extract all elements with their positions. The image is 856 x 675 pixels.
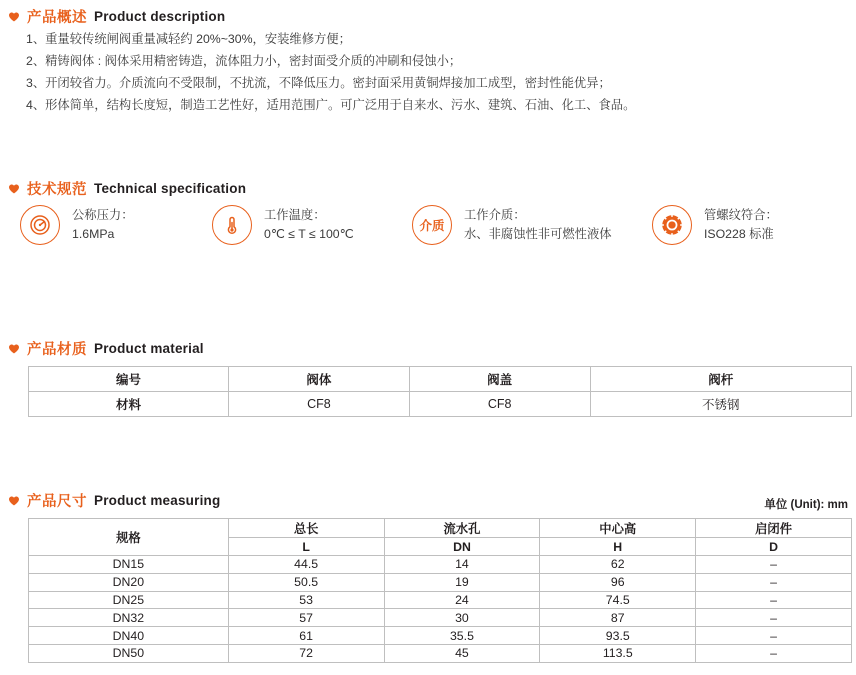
column-header-bore: 流水孔 xyxy=(384,519,540,538)
cell-spec: DN25 xyxy=(29,591,229,609)
unit-label: 单位 (Unit): mm xyxy=(764,499,848,511)
heart-bullet-icon xyxy=(8,495,20,507)
section-title-en: Technical specification xyxy=(94,181,247,196)
cell-H: 93.5 xyxy=(540,627,696,645)
cell-spec: DN20 xyxy=(29,573,229,591)
cell-L: 53 xyxy=(228,591,384,609)
pressure-gauge-icon xyxy=(20,205,60,245)
product-measuring-table xyxy=(28,518,852,663)
table-row xyxy=(29,644,852,662)
list-item: 1、重量较传统闸阀重量减轻约 20%~30%，安装维修方便； xyxy=(26,32,351,46)
cell-D: – xyxy=(696,609,852,627)
cell-DN: 24 xyxy=(384,591,540,609)
column-header-length: 总长 xyxy=(228,519,384,538)
section-title-cn: 产品材质 xyxy=(27,342,87,358)
cell: 不锈钢 xyxy=(590,392,851,417)
section-title-en: Product measuring xyxy=(94,493,221,508)
table-row xyxy=(29,392,852,417)
table-row xyxy=(29,556,852,574)
cell-D: – xyxy=(696,556,852,574)
cell-D: – xyxy=(696,627,852,645)
cell-D: – xyxy=(696,573,852,591)
cell-spec: DN40 xyxy=(29,627,229,645)
thermometer-icon xyxy=(212,205,252,245)
cell-D: – xyxy=(696,644,852,662)
spec-line1: 工作温度： xyxy=(264,208,326,222)
list-item: 2、精铸阀体 : 阀体采用精密铸造，流体阻力小，密封面受介质的冲刷和侵蚀小； xyxy=(26,54,462,68)
column-subheader-DN: DN xyxy=(384,538,540,556)
cell-DN: 19 xyxy=(384,573,540,591)
cell-spec: DN32 xyxy=(29,609,229,627)
table-row xyxy=(29,627,852,645)
spec-line2: 1.6MPa xyxy=(72,227,115,241)
spec-text xyxy=(72,206,134,244)
cell-H: 96 xyxy=(540,573,696,591)
spec-item-medium xyxy=(412,205,652,245)
spec-text xyxy=(464,206,612,244)
cell-spec: DN15 xyxy=(29,556,229,574)
spec-line1: 工作介质： xyxy=(464,208,526,222)
cell-H: 87 xyxy=(540,609,696,627)
cell-DN: 35.5 xyxy=(384,627,540,645)
cell-L: 44.5 xyxy=(228,556,384,574)
table-header-row xyxy=(29,367,852,392)
column-subheader-D: D xyxy=(696,538,852,556)
cell: CF8 xyxy=(409,392,590,417)
cell-spec: DN50 xyxy=(29,644,229,662)
row-label: 材料 xyxy=(29,392,229,417)
spec-text xyxy=(704,206,778,244)
cell-L: 50.5 xyxy=(228,573,384,591)
cell-H: 74.5 xyxy=(540,591,696,609)
section-header-product-description xyxy=(8,6,225,27)
column-header: 阀杆 xyxy=(590,367,851,392)
medium-icon-label: 介质 xyxy=(419,219,445,233)
section-header-product-measuring xyxy=(8,490,220,511)
spec-line2: 水、非腐蚀性非可燃性液体 xyxy=(464,227,612,241)
cell-L: 72 xyxy=(228,644,384,662)
heart-bullet-icon xyxy=(8,11,20,23)
table-row xyxy=(29,609,852,627)
section-title-en: Product description xyxy=(94,9,226,24)
spec-item-temperature xyxy=(212,205,412,245)
cell-L: 61 xyxy=(228,627,384,645)
table-header-row-1 xyxy=(29,519,852,538)
spec-line1: 公称压力： xyxy=(72,208,134,222)
column-header: 阀体 xyxy=(229,367,410,392)
section-title-cn: 产品尺寸 xyxy=(27,494,87,510)
section-header-product-material xyxy=(8,338,204,359)
thread-gear-icon xyxy=(652,205,692,245)
cell-DN: 30 xyxy=(384,609,540,627)
product-material-table xyxy=(28,366,852,417)
spec-line1: 管螺纹符合： xyxy=(704,208,778,222)
column-header-height: 中心高 xyxy=(540,519,696,538)
cell-DN: 45 xyxy=(384,644,540,662)
cell-H: 113.5 xyxy=(540,644,696,662)
heart-bullet-icon xyxy=(8,343,20,355)
section-title-en: Product material xyxy=(94,341,204,356)
list-item: 4、形体简单，结构长度短，制造工艺性好，适用范围广。可广泛用于自来水、污水、建筑、石油、化工、食品。 xyxy=(26,98,636,112)
medium-icon xyxy=(412,205,452,245)
spec-line2: 0℃ ≤ T ≤ 100℃ xyxy=(264,227,354,241)
column-subheader-L: L xyxy=(228,538,384,556)
spec-line2: ISO228 标准 xyxy=(704,227,774,241)
section-title-cn: 产品概述 xyxy=(27,10,87,26)
cell: CF8 xyxy=(229,392,410,417)
cell-DN: 14 xyxy=(384,556,540,574)
table-row xyxy=(29,573,852,591)
column-header-spec: 规格 xyxy=(29,519,229,556)
section-title-cn: 技术规范 xyxy=(27,182,87,198)
column-header: 阀盖 xyxy=(409,367,590,392)
column-subheader-H: H xyxy=(540,538,696,556)
spec-text xyxy=(264,206,353,244)
column-header: 编号 xyxy=(29,367,229,392)
heart-bullet-icon xyxy=(8,183,20,195)
product-description-list xyxy=(26,28,846,116)
section-header-technical-specification xyxy=(8,178,246,199)
list-item: 3、开闭较省力。介质流向不受限制，不扰流，不降低压力。密封面采用黄铜焊接加工成型，密封性能优异； xyxy=(26,76,611,90)
column-header-disc: 启闭件 xyxy=(696,519,852,538)
technical-spec-items xyxy=(8,205,856,245)
table-row xyxy=(29,591,852,609)
spec-item-pressure xyxy=(8,205,212,245)
cell-L: 57 xyxy=(228,609,384,627)
spec-item-thread xyxy=(652,205,852,245)
cell-H: 62 xyxy=(540,556,696,574)
cell-D: – xyxy=(696,591,852,609)
